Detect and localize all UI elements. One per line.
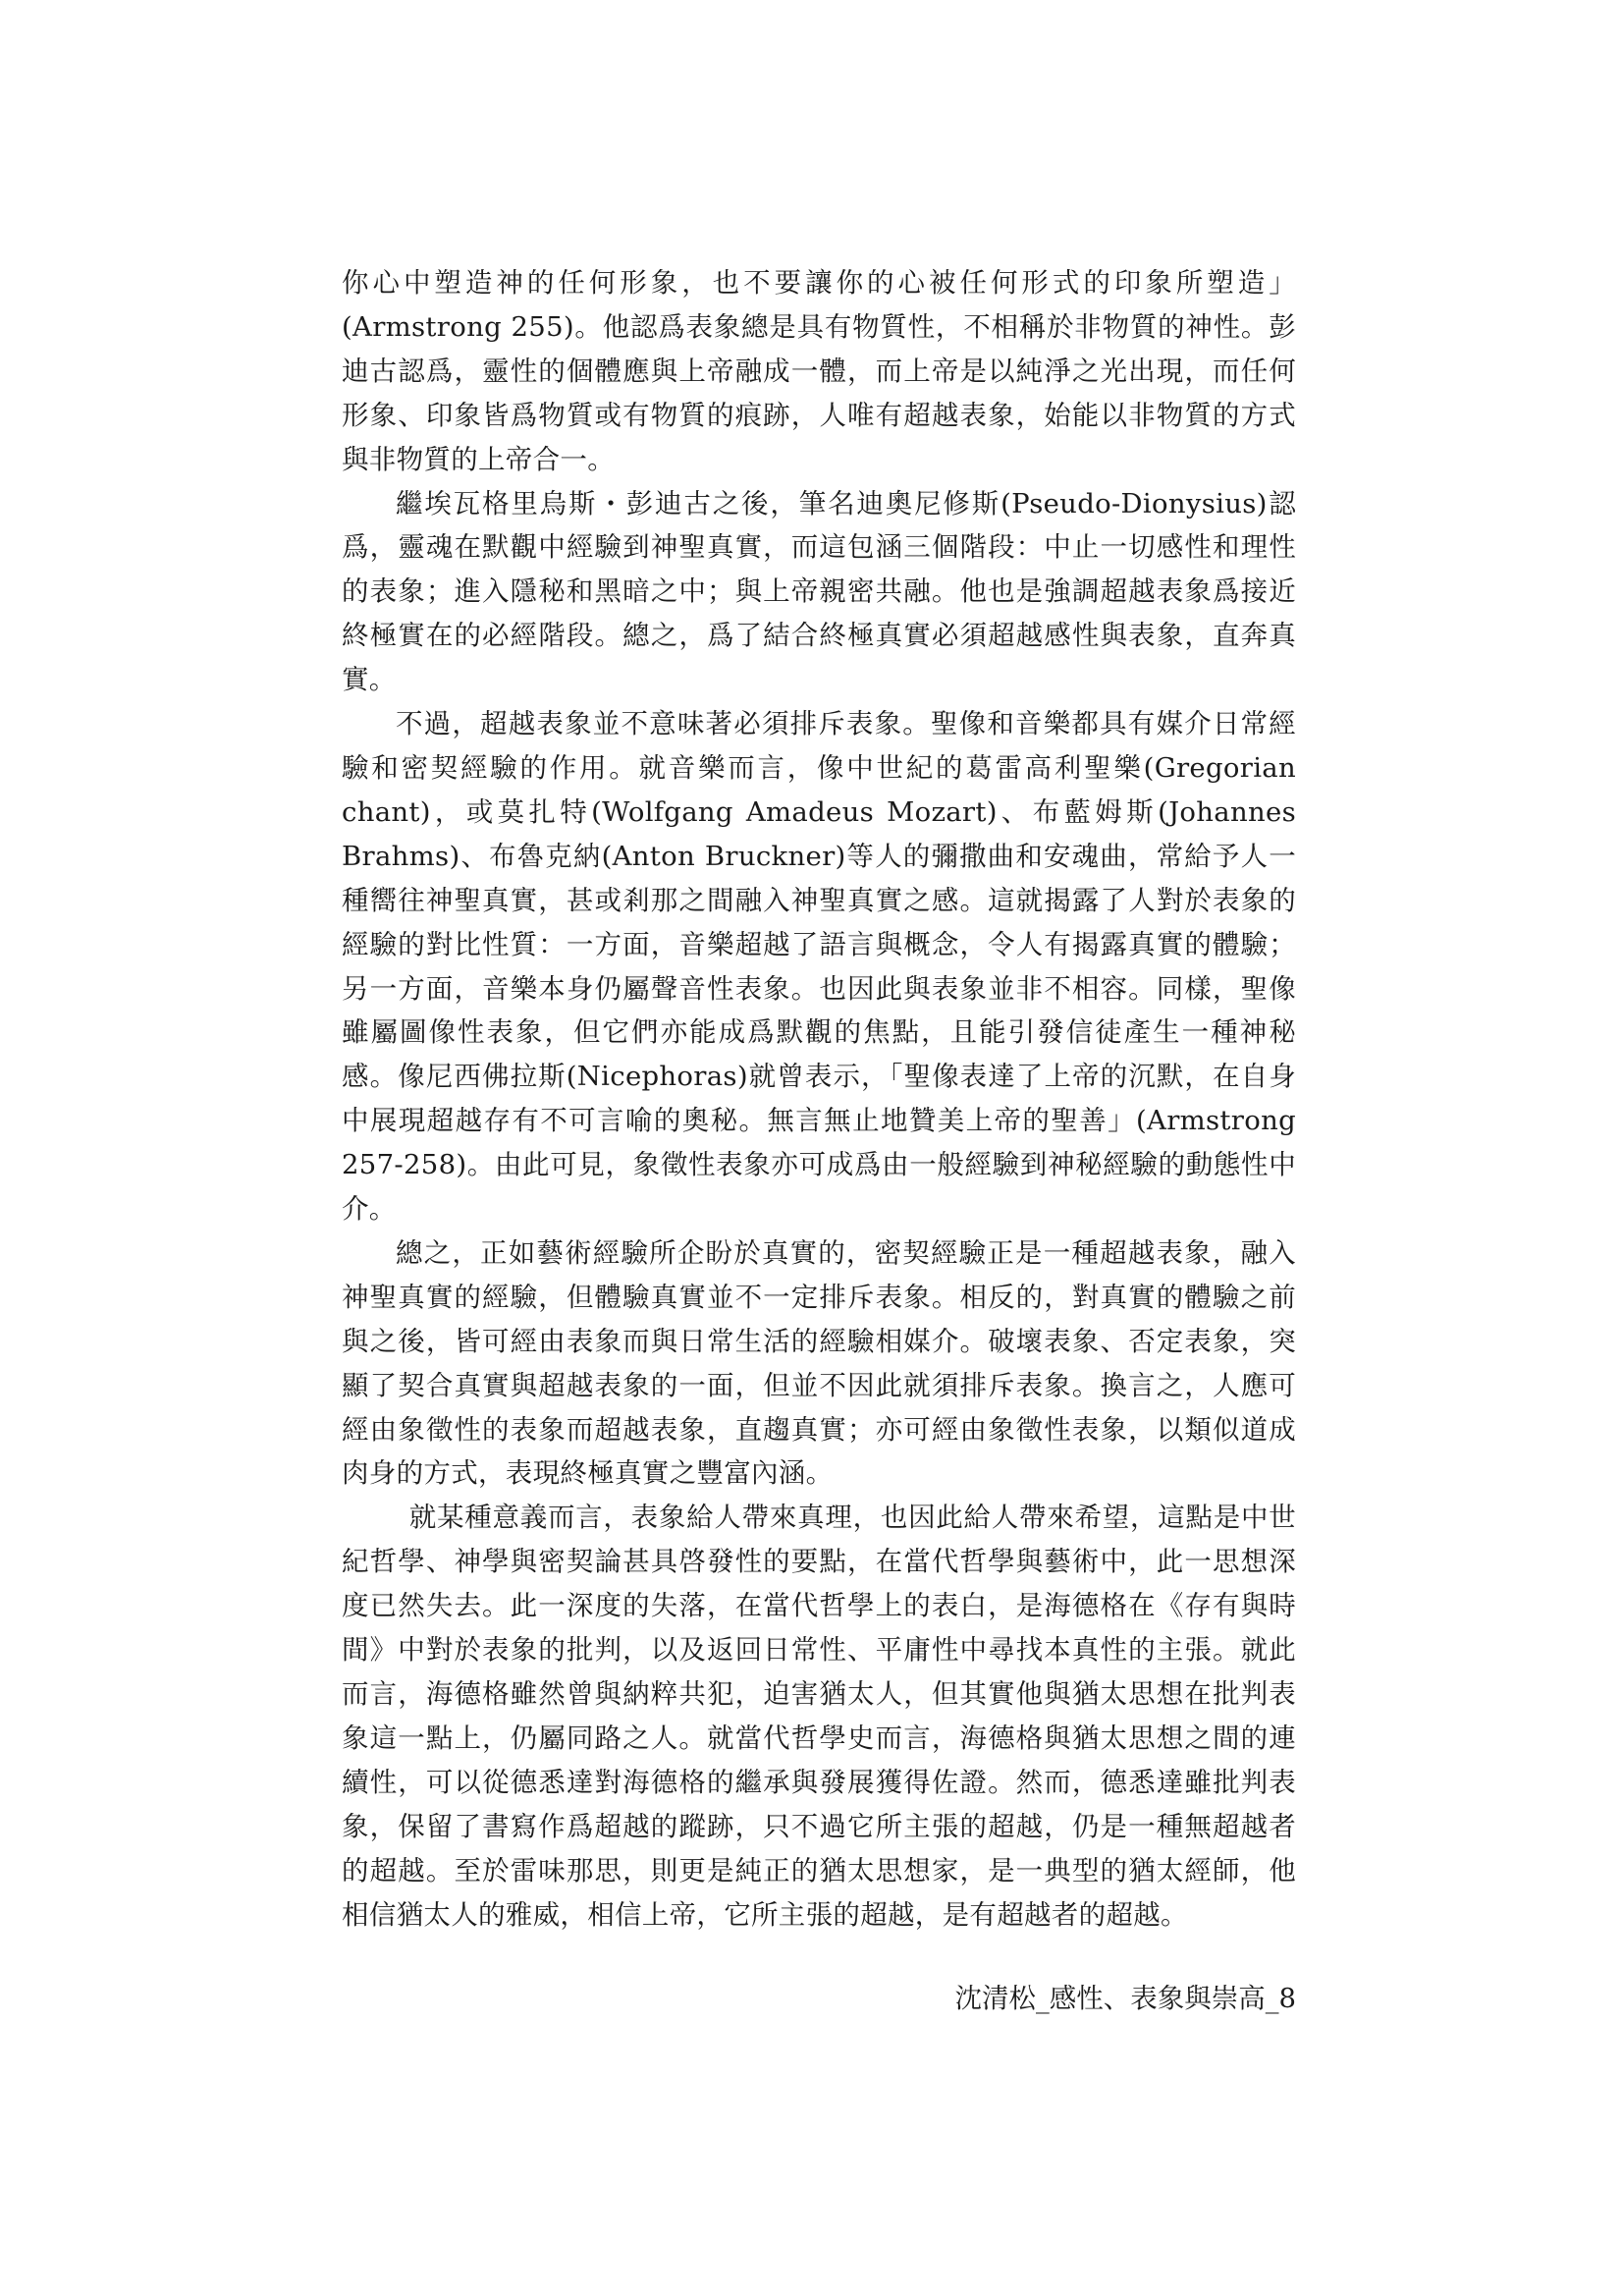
paragraph-3: 不過，超越表象並不意味著必須排斥表象。聖像和音樂都具有媒介日常經驗和密契經驗的作用。就音樂而言，像中世紀的葛雷高利聖樂(Gregorian chant)，或莫扎特(Wolfgang Amadeus Mozart)、布藍姆斯(Johannes Brahms)、布魯克納(Anton Bruckner)等人的彌撒曲和安魂曲，常給予人一種嚮往神聖真實，甚或剎那之間融入神聖真實之感。這就揭露了人對於表象的經驗的對比性質：一方面，音樂超越了語言與概念，令人有揭露真實的體驗；另一方面，音樂本身仍屬聲音性表象。也因此與表象並非不相容。同樣，聖像雖屬圖像性表象，但它們亦能成爲默觀的焦點，且能引發信徒產生一種神秘感。像尼西佛拉斯(Nicephoras)就曾表示，「聖像表達了上帝的沉默，在自身中展現超越存有不可言喻的奧秘。無言無止地贊美上帝的聖善」(Armstrong 257-258)。由此可見，象徵性表象亦可成爲由一般經驗到神秘經驗的動態性中介。 <box>342 708 1296 1226</box>
paragraph-4: 總之，正如藝術經驗所企盼於真實的，密契經驗正是一種超越表象，融入神聖真實的經驗，但體驗真實並不一定排斥表象。相反的，對真實的體驗之前與之後，皆可經由表象而與日常生活的經驗相媒介。破壞表象、否定表象，突顯了契合真實與超越表象的一面，但並不因此就須排斥表象。換言之，人應可經由象徵性的表象而超越表象，直趨真實；亦可經由象徵性表象，以類似道成肉身的方式，表現終極真實之豐富內涵。 <box>342 1236 1296 1490</box>
paragraph-2: 繼埃瓦格里烏斯・彭迪古之後，筆名迪奧尼修斯(Pseudo-Dionysius)認爲，靈魂在默觀中經驗到神聖真實，而這包涵三個階段：中止一切感性和理性的表象；進入隱秘和黑暗之中；與上帝親密共融。他也是強調超越表象爲接近終極實在的必經階段。總之，爲了結合終極真實必須超越感性與表象，直奔真實。 <box>342 487 1296 696</box>
paragraph-5: 就某種意義而言，表象給人帶來真理，也因此給人帶來希望，這點是中世紀哲學、神學與密契論甚具啓發性的要點，在當代哲學與藝術中，此一思想深度已然失去。此一深度的失落，在當代哲學上的表白，是海德格在《存有與時間》中對於表象的批判，以及返回日常性、平庸性中尋找本真性的主張。就此而言，海德格雖然曾與納粹共犯，迫害猶太人，但其實他與猶太思想在批判表象這一點上，仍屬同路之人。就當代哲學史而言，海德格與猶太思想之間的連續性，可以從德悉達對海德格的繼承與發展獲得佐證。然而，德悉達雖批判表象，保留了書寫作爲超越的蹤跡，只不過它所主張的超越，仍是一種無超越者的超越。至於雷味那思，則更是純正的猶太思想家，是一典型的猶太經師，他相信猶太人的雅威，相信上帝，它所主張的超越，是有超越者的超越。 <box>342 1502 1296 1931</box>
page-footer: 沈清松_感性、表象與崇高_8 <box>954 1983 1296 2014</box>
page-body <box>342 261 1296 1937</box>
paragraph-1: 你心中塑造神的任何形象，也不要讓你的心被任何形式的印象所塑造」(Armstrong 255)。他認爲表象總是具有物質性，不相稱於非物質的神性。彭迪古認爲，靈性的個體應與上帝融成一體，而上帝是以純淨之光出現，而任何形象、印象皆爲物質或有物質的痕跡，人唯有超越表象，始能以非物質的方式與非物質的上帝合一。 <box>342 267 1296 475</box>
